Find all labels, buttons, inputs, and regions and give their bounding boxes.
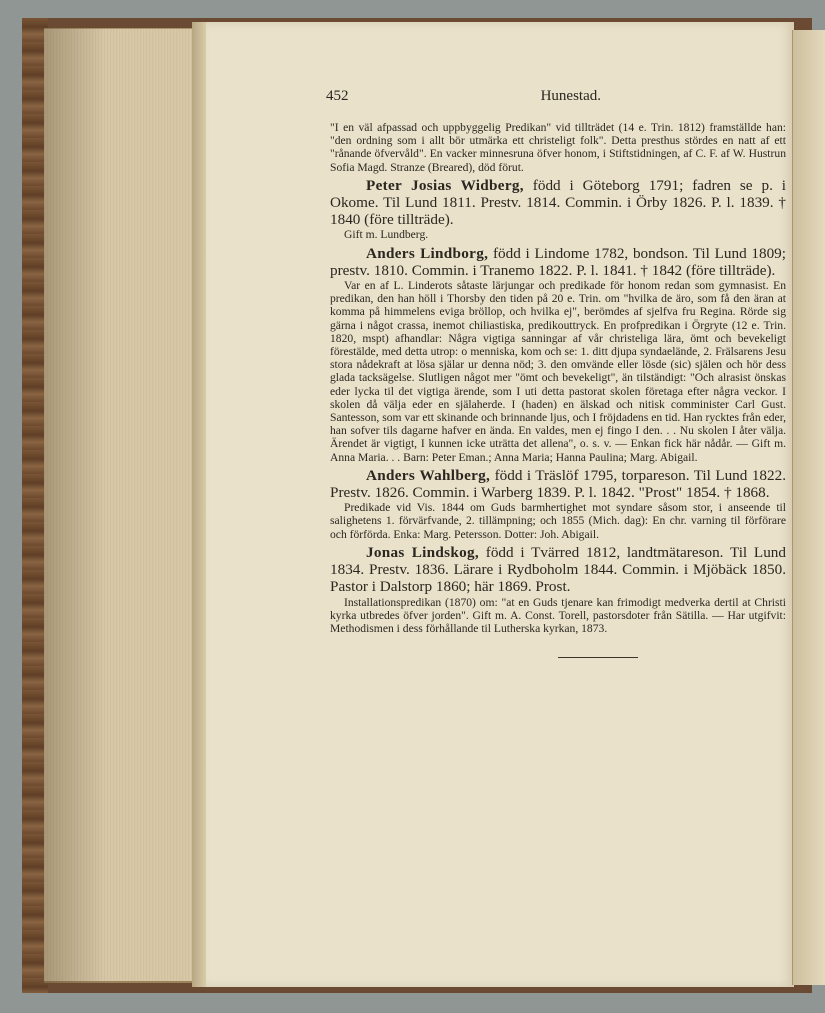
paragraph-text: Installationspredikan (1870) om: "at en Guds tjenare kan frimodigt medverka dertil at Christi kyrka utbredes öfver jorden". Gift m. A. Const. Torell, pastorsdoter från Sätilla. — Har utgifvit: Methodismen i dess förhållande til Lutherska kyrkan, 1873. [330, 595, 786, 635]
next-page-edge [792, 30, 825, 985]
page-stack-shadow [44, 28, 106, 983]
entry-text: född i Tvärred 1812, landtmätareson. Til Lund 1834. Prestv. 1836. Lärare i Rydboholm 1844. Commin. i Mjöbäck 1850. Pastor i Dalstorp 1860; här 1869. Prost. [330, 543, 786, 596]
entry-name: Jonas Lindskog, [366, 543, 479, 561]
entry-name: Peter Josias Widberg, [366, 176, 524, 194]
paragraph-text: Predikade vid Vis. 1844 om Guds barmhertighet mot syndare såsom stor, i anseende til salighetens 1. förvärfvande, 2. tillämpning; och 1855 (Mich. dag): En chr. varning til förförare och förförda. Enka: Marg. Petersson. Dotter: Joh. Abigail. [330, 501, 786, 541]
paragraph-text: "I en väl afpassad och uppbyggelig Predikan" vid tillträdet (14 e. Trin. 1812) framställde han: "den ordning som i allt bör utmärka ett christeligt folk". Detta presthus stördes en natt af ett "rånande öfvervåld". En vacker minnesruna öfver honom, i Stiftstidningen, af C. F. af W. Hustrun Sofia Magd. Stranze (Breared), död förut. [330, 121, 786, 174]
paragraph-text: Gift m. Lundberg. [344, 228, 429, 242]
entry-text: född i Göteborg 1791; fadren se p. i Okome. Til Lund 1811. Prestv. 1814. Commin. i Örby 1826. P. l. 1839. † 1840 (före tillträde). [330, 176, 786, 229]
running-title: Hunestad. [540, 88, 601, 104]
paragraph [330, 228, 786, 241]
biography-entry [330, 467, 786, 501]
paragraph [330, 596, 786, 636]
paragraph [330, 501, 786, 541]
entry-text: född i Träslöf 1795, torpareson. Til Lund 1822. Prestv. 1826. Commin. i Warberg 1839. P. l. 1842. "Prost" 1854. † 1868. [330, 466, 786, 502]
page-number: 452 [326, 88, 349, 104]
page-header [326, 88, 786, 105]
page-text-block [326, 88, 787, 658]
entry-name: Anders Lindborg, [366, 244, 489, 262]
end-rule [558, 657, 638, 658]
paragraph [330, 121, 786, 174]
entry-text: född i Lindome 1782, bondson. Til Lund 1809; prestv. 1810. Commin. i Tranemo 1822. P. l. 1841. † 1842 (före tillträde). [330, 244, 787, 279]
biography-entry [330, 544, 786, 596]
paragraph-text: Var en af L. Linderots såtaste lärjungar och predikade för honom redan som gymnasist. En predikan, den han höll i Thorsby den tiden på 20 e. Trin. om "hvilka de äro, som få den äran at komma på himmelens eviga bröllop, och hvilka ej", berömdes af sjelfva fru Regina. Rörde sig gärna i något crassa, inemot chiliastiska, predikouttryck. En profpredikan i Örgryte (12 e. Trin. 1820, mspt) afhandlar: Några vigtiga sanningar af vår christeliga lära, ömt och bevekeligt förestälde, med detta utrop: o menniska, kom och se: 1. ditt djupa syndaelände, 2. Frälsarens Jesu stora nådekraft at lösa själar ur denna nöd; 3. den omvände eller lösde (sic) själen och hör dess glada tacksägelse. Slutligen något mer "ömt och bevekeligt", än tilständigt: "Och alrasist önskas eder lycka til det vigtiga ärende, som I uti detta pastorat skolen företaga efter några veckor. I skolen då välja eder en själaherde. I (haden) en älskad och nitisk comminister Carl Gust. Santesson, som var ett skinande och brinnande ljus, och I fröjdadens en tid. Han rycktes från eder, han sofver tils dagarne hafver en ända. En valdes, men ej fingo I den. . . Nu skolen I åter välja. Ärendet är vigtigt, I kunnen icke uträtta det allena", o. s. v. — Enkan fick här nådår. — Gift m. Anna Maria. . . Barn: Peter Eman.; Anna Maria; Hanna Paulina; Marg. Abigail. [330, 279, 786, 464]
paragraph [330, 279, 786, 464]
biography-entry [330, 245, 786, 279]
entry-name: Anders Wahlberg, [366, 466, 491, 484]
biography-entry [330, 177, 786, 229]
